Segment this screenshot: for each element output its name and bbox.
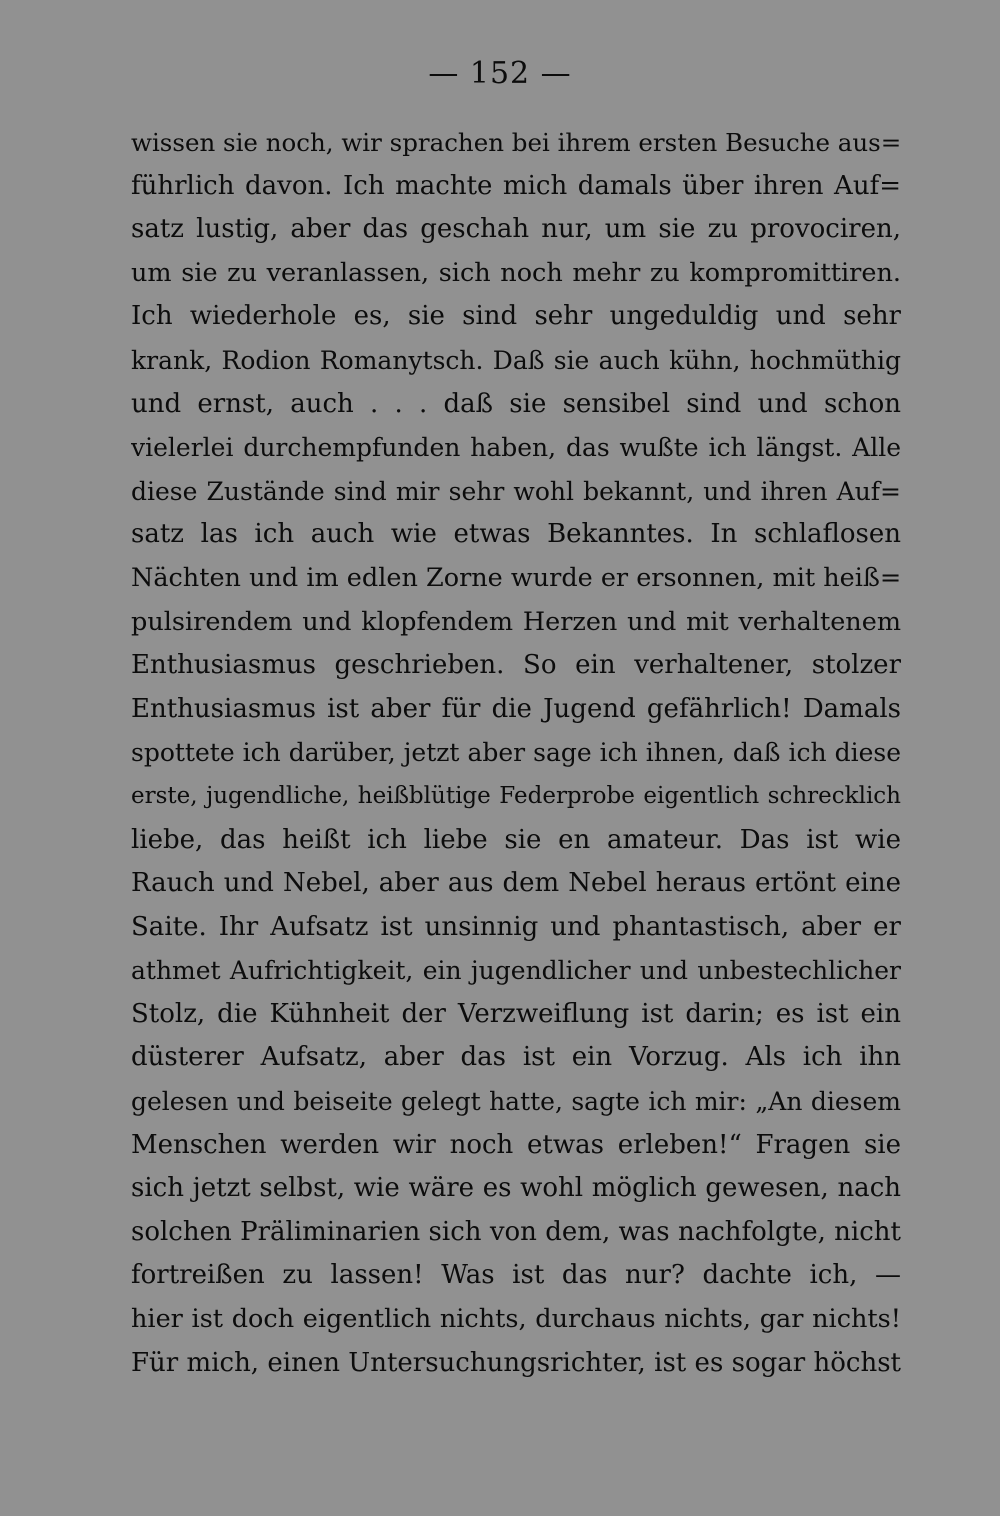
text-line: um sie zu veranlassen, sich noch mehr zu kompromittiren. <box>131 257 901 288</box>
text-line: vielerlei durchempfunden haben, das wußte ich längst. Alle <box>131 433 901 463</box>
text-line: wissen sie noch, wir sprachen bei ihrem ersten Besuche aus= <box>131 128 901 157</box>
text-line: fortreißen zu lassen! Was ist das nur? dachte ich, — <box>131 1260 901 1291</box>
text-line: sich jetzt selbst, wie wäre es wohl möglich gewesen, nach <box>131 1173 901 1204</box>
text-line: Für mich, einen Untersuchungsrichter, ist es sogar höchst <box>131 1347 901 1378</box>
text-line: Enthusiasmus ist aber für die Jugend gefährlich! Damals <box>131 693 901 724</box>
text-line: krank, Rodion Romanytsch. Daß sie auch kühn, hochmüthig <box>131 345 901 375</box>
text-line: pulsirendem und klopfendem Herzen und mit verhaltenem <box>131 606 901 637</box>
text-line: führlich davon. Ich machte mich damals über ihren Auf= <box>131 170 901 201</box>
text-line: Stolz, die Kühnheit der Verzweiflung ist darin; es ist ein <box>131 998 901 1029</box>
text-line: satz lustig, aber das geschah nur, um sie zu provociren, <box>131 214 901 245</box>
text-line: athmet Aufrichtigkeit, ein jugendlicher und unbestechlicher <box>131 956 901 986</box>
text-line: düsterer Aufsatz, aber das ist ein Vorzug. Als ich ihn <box>131 1042 901 1073</box>
text-line: Rauch und Nebel, aber aus dem Nebel heraus ertönt eine <box>131 868 901 899</box>
text-line: Nächten und im edlen Zorne wurde er ersonnen, mit heiß= <box>131 562 901 593</box>
text-line: diese Zustände sind mir sehr wohl bekannt, und ihren Auf= <box>131 476 901 506</box>
body-text <box>131 121 901 1385</box>
text-line: liebe, das heißt ich liebe sie en amateur. Das ist wie <box>131 824 901 855</box>
text-line: satz las ich auch wie etwas Bekanntes. In schlaflosen <box>131 519 901 550</box>
text-line: gelesen und beiseite gelegt hatte, sagte ich mir: „An diesem <box>131 1087 901 1117</box>
text-line: Menschen werden wir noch etwas erleben!“ Fragen sie <box>131 1129 901 1160</box>
text-line: solchen Präliminarien sich von dem, was nachfolgte, nicht <box>131 1216 901 1247</box>
text-line: Saite. Ihr Aufsatz ist unsinnig und phantastisch, aber er <box>131 911 901 942</box>
text-line: Enthusiasmus geschrieben. So ein verhaltener, stolzer <box>131 650 901 681</box>
text-line: hier ist doch eigentlich nichts, durchaus nichts, gar nichts! <box>131 1304 901 1335</box>
page-number: — 152 — <box>428 56 572 91</box>
text-line: spottete ich darüber, jetzt aber sage ich ihnen, daß ich diese <box>131 738 901 768</box>
text-line: und ernst, auch . . . daß sie sensibel sind und schon <box>131 388 901 419</box>
text-line: erste, jugendliche, heißblütige Federprobe eigentlich schrecklich <box>131 782 901 809</box>
text-line: Ich wiederhole es, sie sind sehr ungeduldig und sehr <box>131 301 901 332</box>
